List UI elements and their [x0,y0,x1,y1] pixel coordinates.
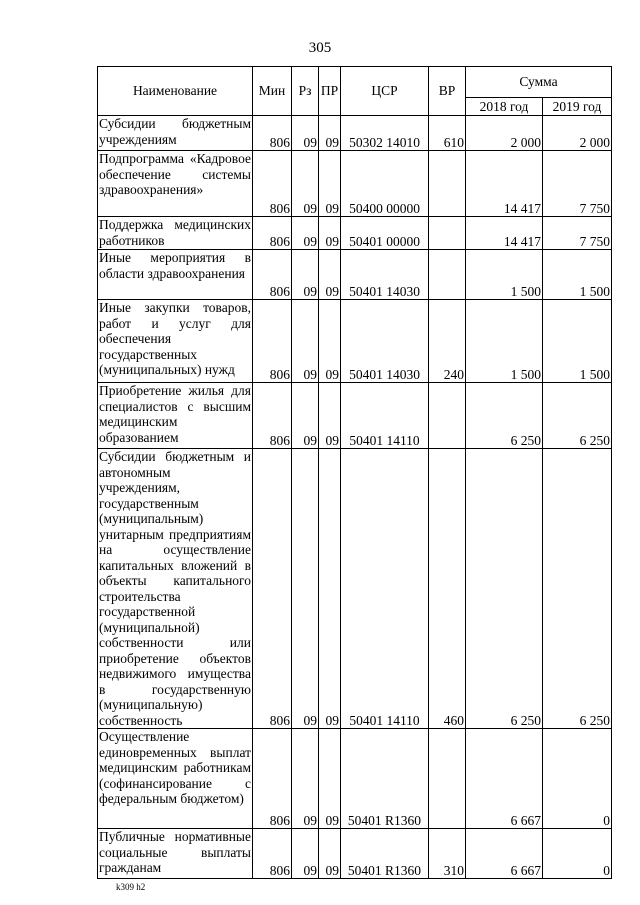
row-vr: 610 [429,116,466,151]
row-min: 806 [253,217,292,250]
row-rz: 09 [292,449,319,729]
row-y2019: 1 500 [543,250,612,300]
row-min: 806 [253,300,292,383]
table-row [98,217,612,250]
row-rz: 09 [292,217,319,250]
row-csr: 50401 R1360 [341,729,429,829]
row-vr [429,729,466,829]
row-y2018: 14 417 [466,217,543,250]
row-name: Иные закупки товаров, работ и услуг для обеспечения государственных (муниципальных) нужд [98,300,253,383]
header-pr: ПР [319,67,341,116]
row-name: Поддержка медицинских работников [99,217,251,248]
footer-code: k309 h2 [116,882,146,892]
table-row [98,829,612,879]
header-rz: Рз [292,67,319,116]
row-csr: 50401 14030 [341,300,429,383]
row-name: Субсидии бюджетным учреждениям [98,116,253,151]
row-pr: 09 [319,449,341,729]
row-vr [429,151,466,217]
table-row [98,300,612,383]
header-year-2019: 2019 год [543,98,612,116]
row-y2018: 6 667 [466,829,543,879]
row-y2018: 6 667 [466,729,543,829]
row-y2019: 7 750 [543,151,612,217]
row-csr: 50401 14110 [341,383,429,449]
row-y2018: 1 500 [466,250,543,300]
row-y2018: 14 417 [466,151,543,217]
row-csr: 50401 00000 [341,217,429,250]
row-pr: 09 [319,829,341,879]
row-pr: 09 [319,116,341,151]
header-csr: ЦСР [341,67,429,116]
row-name: Приобретение жилья для специалистов с высшим медицинским образованием [98,383,253,449]
row-y2018: 2 000 [466,116,543,151]
table-row [98,250,612,300]
row-vr: 460 [429,449,466,729]
row-name: Публичные нормативные социальные выплаты гражданам [98,829,253,879]
row-vr [429,250,466,300]
row-pr: 09 [319,729,341,829]
row-min: 806 [253,116,292,151]
row-vr [429,383,466,449]
row-y2018: 6 250 [466,449,543,729]
row-pr: 09 [319,383,341,449]
row-y2019: 0 [543,829,612,879]
row-rz: 09 [292,300,319,383]
row-csr: 50302 14010 [341,116,429,151]
row-y2019: 7 750 [543,217,612,250]
row-y2019: 0 [543,729,612,829]
row-csr: 50401 R1360 [341,829,429,879]
header-name: Наименование [98,67,253,116]
row-y2019: 2 000 [543,116,612,151]
row-min: 806 [253,383,292,449]
row-rz: 09 [292,729,319,829]
header-sum: Сумма [466,67,612,98]
row-name: Субсидии бюджетным и автономным учреждениям, государственным (муниципальным) унитарным предприятиям на осуществление капитальных вложений в объекты капитального строительства государственной (муниципальной) собственности или приобретение объектов недвижимого имущества в государственную (муниципальную) собственность [99,449,251,728]
table-row [98,383,612,449]
row-pr: 09 [319,300,341,383]
row-pr: 09 [319,250,341,300]
row-y2019: 6 250 [543,383,612,449]
row-vr: 240 [429,300,466,383]
row-rz: 09 [292,250,319,300]
row-name: Подпрограмма «Кадровое обеспечение системы здравоохранения» [98,151,253,217]
row-min: 806 [253,250,292,300]
table-row [98,449,612,729]
row-rz: 09 [292,116,319,151]
row-vr: 310 [429,829,466,879]
budget-table [97,66,612,879]
table-row [98,116,612,151]
row-y2018: 6 250 [466,383,543,449]
row-y2019: 1 500 [543,300,612,383]
row-min: 806 [253,151,292,217]
header-vr: ВР [429,67,466,116]
row-name: Иные мероприятия в области здравоохранения [98,250,253,300]
row-csr: 50401 14110 [341,449,429,729]
row-rz: 09 [292,829,319,879]
row-pr: 09 [319,151,341,217]
row-min: 806 [253,829,292,879]
table-row [98,729,612,829]
header-min: Мин [253,67,292,116]
row-y2018: 1 500 [466,300,543,383]
row-y2019: 6 250 [543,449,612,729]
table-row [98,151,612,217]
row-min: 806 [253,729,292,829]
row-rz: 09 [292,383,319,449]
row-name: Осуществление единовременных выплат медицинским работникам (софинансирование с федеральным бюджетом) [98,729,253,829]
row-vr [429,217,466,250]
row-pr: 09 [319,217,341,250]
header-year-2018: 2018 год [466,98,543,116]
page-number: 305 [308,40,332,56]
row-rz: 09 [292,151,319,217]
row-csr: 50400 00000 [341,151,429,217]
row-csr: 50401 14030 [341,250,429,300]
row-min: 806 [253,449,292,729]
